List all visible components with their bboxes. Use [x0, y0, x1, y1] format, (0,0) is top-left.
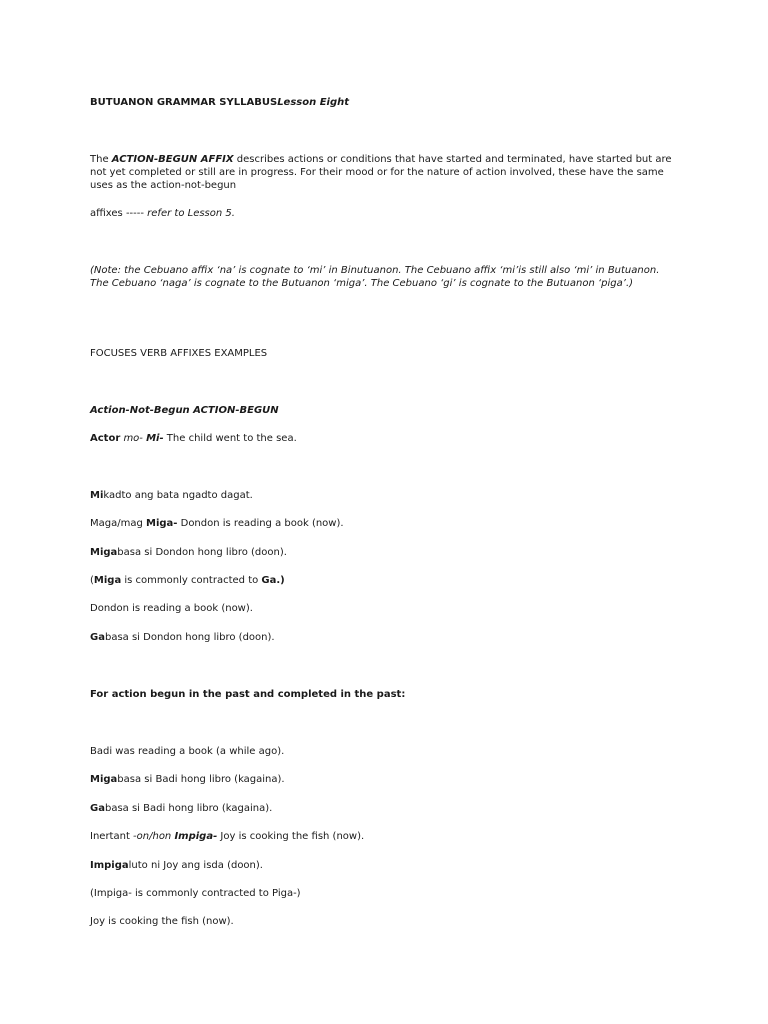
inertant-label: Inertant — [90, 831, 134, 842]
intro-prefix: The — [90, 154, 112, 165]
example-rest: basa si Badi hong libro (kagaina). — [117, 774, 285, 785]
affix-bold: Ga — [90, 632, 105, 643]
maga-plain: Maga/mag — [90, 518, 146, 529]
actor-line — [90, 432, 680, 445]
example-rest: basa si Badi hong libro (kagaina). — [104, 803, 273, 814]
lesson-reference: refer to Lesson 5. — [147, 208, 235, 219]
affixes-text: affixes ----- — [90, 208, 148, 219]
example-migabasa-dondon — [90, 546, 680, 559]
example-rest: basa si Dondon hong libro (doon). — [117, 547, 287, 558]
actor-example: The child went to the sea. — [163, 433, 297, 444]
miga-bold: Miga — [93, 575, 122, 586]
document-title — [90, 96, 680, 109]
inertant-example: Joy is cooking the fish (now). — [217, 831, 365, 842]
example-rest: luto ni Joy ang isda (doon). — [128, 860, 263, 871]
contraction-note — [90, 574, 680, 587]
affix-bold: Ga — [90, 803, 105, 814]
example-gabasa-dondon — [90, 631, 680, 644]
title-main: BUTUANON GRAMMAR SYLLABUS — [90, 97, 278, 108]
past-header: For action begun in the past and completed in the past: — [90, 689, 406, 700]
example-impigaluto — [90, 859, 680, 872]
example-mikadto — [90, 489, 680, 502]
miga-affix: Miga- — [146, 518, 178, 529]
title-lesson: Lesson Eight — [277, 97, 350, 108]
maga-example: Dondon is reading a book (now). — [177, 518, 344, 529]
impiga-affix: Impiga- — [174, 831, 218, 842]
joy-cooking: Joy is cooking the fish (now). — [90, 916, 234, 927]
affixes-line — [90, 207, 680, 220]
dondon-reading: Dondon is reading a book (now). — [90, 603, 253, 614]
affix-bold: Miga — [90, 774, 118, 785]
example-gabasa-badi — [90, 802, 680, 815]
contraction-mid: is commonly contracted to — [121, 575, 262, 586]
cebuano-note: (Note: the Cebuano affix ‘na’ is cognate to ‘mi’ in Binutuanon. The Cebuano affix ‘mi’is still also ‘mi’ in Butuanon. The Cebuano ‘naga’ is cognate to the Butuanon ‘miga’. The Cebuano ‘gi’ is cognate to the Butuanon ‘piga’.) — [90, 265, 660, 289]
example-migabasa-badi — [90, 773, 680, 786]
affix-bold: Mi — [90, 490, 104, 501]
actor-not-begun-affix: mo- — [123, 433, 143, 444]
inertant-affix: -on/hon — [133, 831, 175, 842]
actor-begun-affix: Mi- — [146, 433, 164, 444]
inertant-line — [90, 830, 680, 843]
paren-open: ( — [90, 575, 94, 586]
badi-reading: Badi was reading a book (a while ago). — [90, 746, 285, 757]
intro-term: ACTION-BEGUN AFFIX — [111, 154, 234, 165]
affix-bold: Miga — [90, 547, 118, 558]
intro-paragraph — [90, 153, 680, 192]
example-rest: basa si Dondon hong libro (doon). — [104, 632, 275, 643]
impiga-note: (Impiga- is commonly contracted to Piga-) — [90, 888, 301, 899]
affix-bold: Impiga — [90, 860, 129, 871]
maga-line — [90, 517, 680, 530]
actor-label: Actor — [90, 433, 121, 444]
example-rest: kadto ang bata ngadto dagat. — [103, 490, 253, 501]
columns-header: FOCUSES VERB AFFIXES EXAMPLES — [90, 348, 268, 359]
subheader: Action-Not-Begun ACTION-BEGUN — [90, 405, 279, 416]
ga-bold: Ga.) — [261, 575, 285, 586]
intro-text: describes actions or conditions that have started and terminated, have started but are not yet completed or still are in progress. For their mood or for the nature of action involved, these have the same uses as the action-not-begun — [90, 154, 672, 191]
